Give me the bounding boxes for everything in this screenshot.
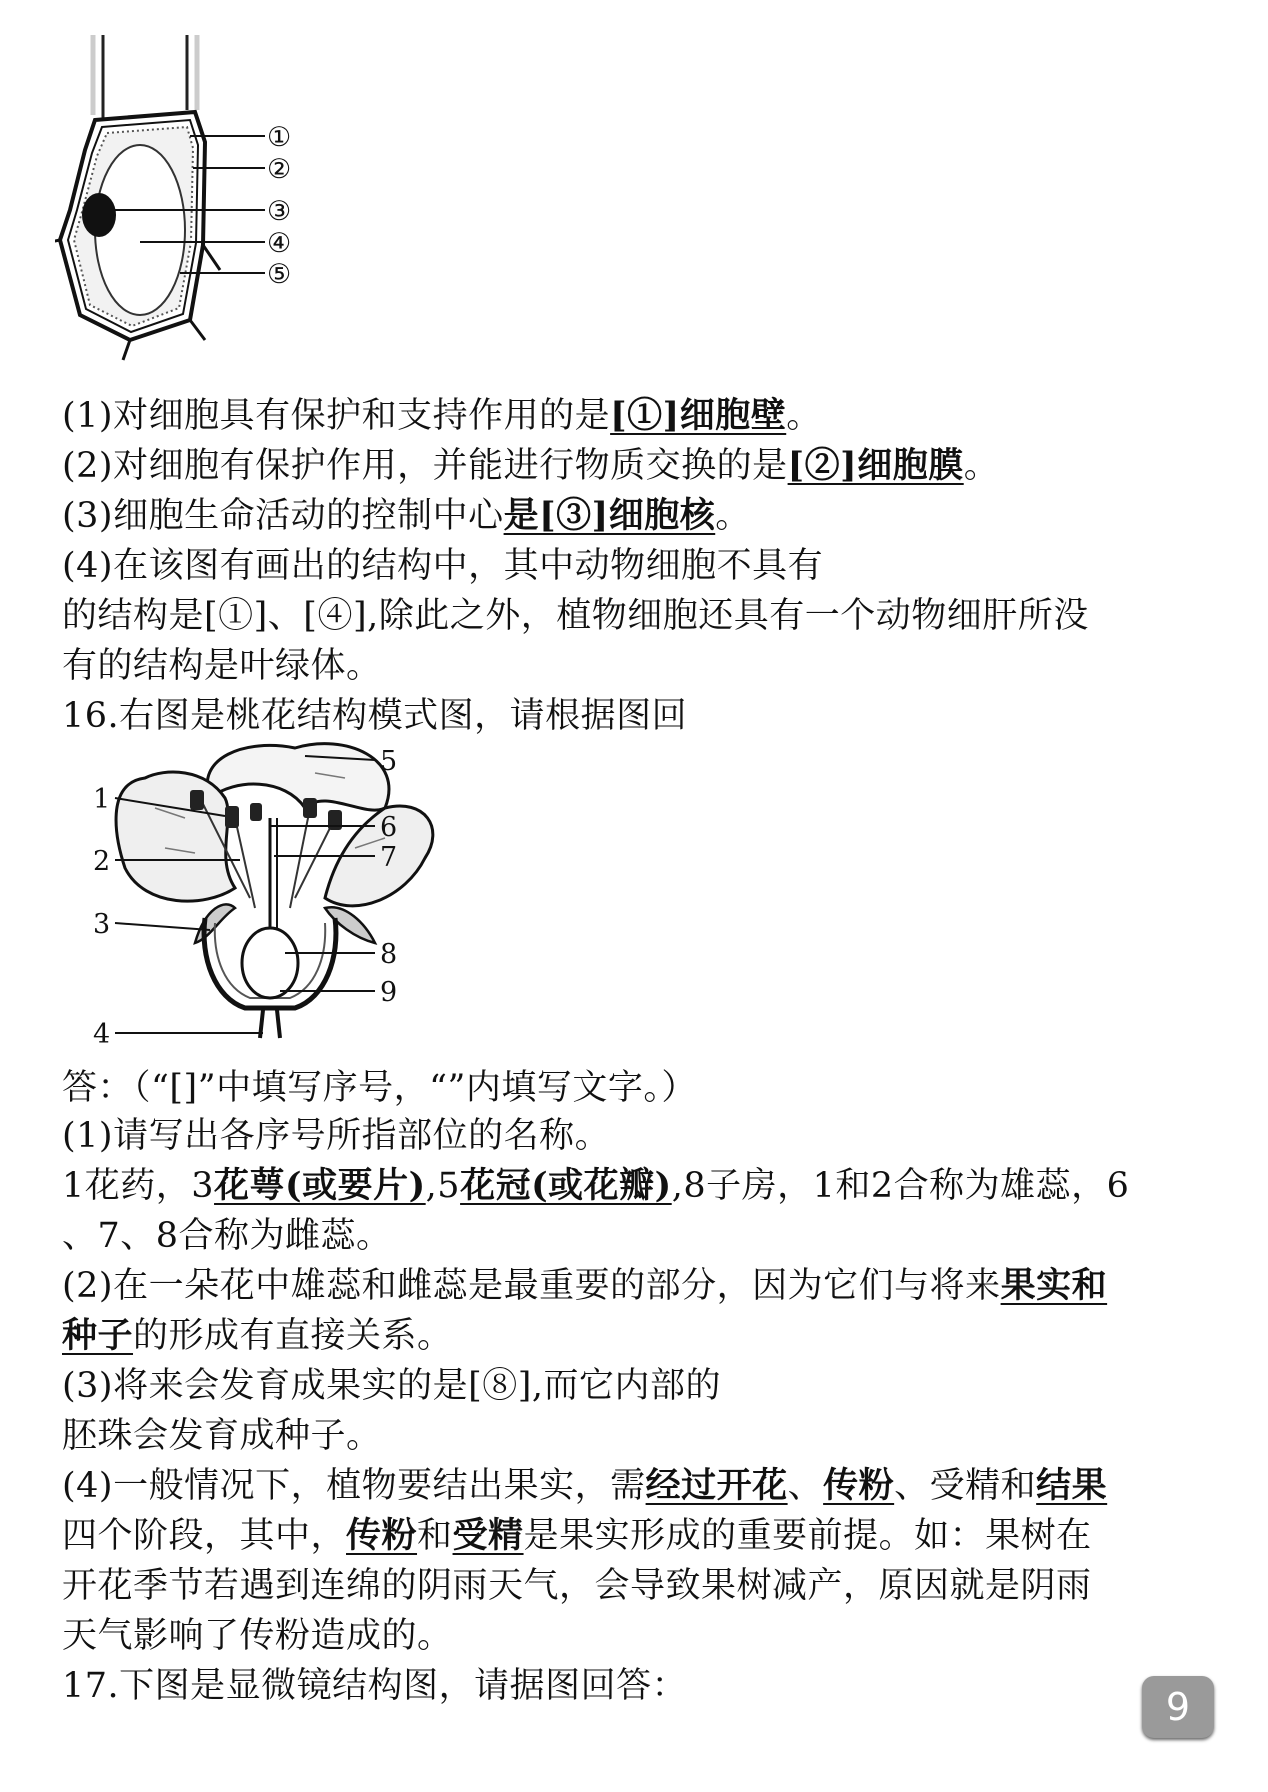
q15-part1: (1)对细胞具有保护和支持作用的是[①]细胞壁。 <box>62 395 822 436</box>
q15-part4-line3: 有的结构是叶绿体。 <box>62 646 382 686</box>
q16-part3-line1: (3)将来会发育成果实的是[⑧],而它内部的 <box>62 1366 722 1406</box>
flower-label-4: 4 <box>93 1019 111 1050</box>
q16-answer-flowering: 经过开花 <box>645 1465 788 1506</box>
q15-part4-line1: (4)在该图有画出的结构中，其中动物细胞不具有 <box>62 546 824 586</box>
plant-cell-figure <box>55 30 345 390</box>
q15-part4-line2: 的结构是[①]、[④],除此之外，植物细胞还具有一个动物细肝所没 <box>62 596 1089 636</box>
cell-label-4: ④ <box>267 228 292 259</box>
q15-answer3: 是[③]细胞核 <box>503 495 716 536</box>
q16-part1-answer-line1: 1花药，3花萼(或要片),5花冠(或花瓣),8子房，1和2合称为雄蕊，6 <box>62 1165 1130 1206</box>
q16-answer-fertilization: 受精 <box>452 1515 524 1556</box>
page-number-badge: 9 <box>1142 1676 1214 1738</box>
q16-answer-pollination-2: 传粉 <box>346 1515 418 1556</box>
q15-answer1: [①]细胞壁 <box>610 395 787 436</box>
q16-answer-fruit: 果实和 <box>1000 1265 1108 1306</box>
q16-part4-line2: 四个阶段，其中，传粉和受精是果实形成的重要前提。如：果树在 <box>62 1515 1092 1556</box>
flower-label-1: 1 <box>93 784 111 815</box>
q16-part3-line2: 胚珠会发育成种子。 <box>62 1416 382 1456</box>
flower-label-8: 8 <box>380 939 398 970</box>
q16-part1: (1)请写出各序号所指部位的名称。 <box>62 1116 611 1156</box>
q16-part4-line1: (4)一般情况下，植物要结出果实，需经过开花、传粉、受精和结果 <box>62 1465 1108 1506</box>
flower-label-3: 3 <box>93 909 111 940</box>
q16-part4-line3: 开花季节若遇到连绵的阴雨天气，会导致果树减产，原因就是阴雨 <box>62 1566 1092 1606</box>
q16-part2-line2: 种子的形成有直接关系。 <box>62 1315 453 1356</box>
q16-instruction: 答：（“[]”中填写序号，“”内填写文字。） <box>62 1068 697 1108</box>
cell-label-5: ⑤ <box>267 259 292 290</box>
q15-answer2: [②]细胞膜 <box>787 445 964 486</box>
q16-answer-corolla: 花冠(或花瓣) <box>460 1165 672 1206</box>
q16-answer-pollination: 传粉 <box>823 1465 895 1506</box>
q16-title: 16.右图是桃花结构模式图，请根据图回 <box>62 696 688 736</box>
cell-label-1: ① <box>267 122 292 153</box>
q16-part2-line1: (2)在一朵花中雄蕊和雌蕊是最重要的部分，因为它们与将来果实和 <box>62 1265 1108 1306</box>
cell-label-3: ③ <box>267 196 292 227</box>
flower-label-5: 5 <box>380 746 398 777</box>
cell-label-2: ② <box>267 154 292 185</box>
flower-label-2: 2 <box>93 846 111 877</box>
flower-label-6: 6 <box>380 812 398 843</box>
q17-title: 17.下图是显微镜结构图，请据图回答： <box>62 1666 688 1706</box>
peach-flower-figure <box>85 738 485 1058</box>
flower-label-9: 9 <box>380 977 398 1008</box>
q16-answer-fruiting: 结果 <box>1036 1465 1108 1506</box>
q16-part4-line4: 天气影响了传粉造成的。 <box>62 1616 453 1656</box>
q16-part1-answer-line2: 、7、8合称为雌蕊。 <box>62 1216 392 1256</box>
q16-answer-sepal: 花萼(或要片) <box>214 1165 426 1206</box>
q15-part3: (3)细胞生命活动的控制中心是[③]细胞核。 <box>62 495 751 536</box>
flower-label-7: 7 <box>380 842 398 873</box>
q16-answer-seed: 种子 <box>62 1315 134 1356</box>
q15-part2: (2)对细胞有保护作用，并能进行物质交换的是[②]细胞膜。 <box>62 445 1000 486</box>
